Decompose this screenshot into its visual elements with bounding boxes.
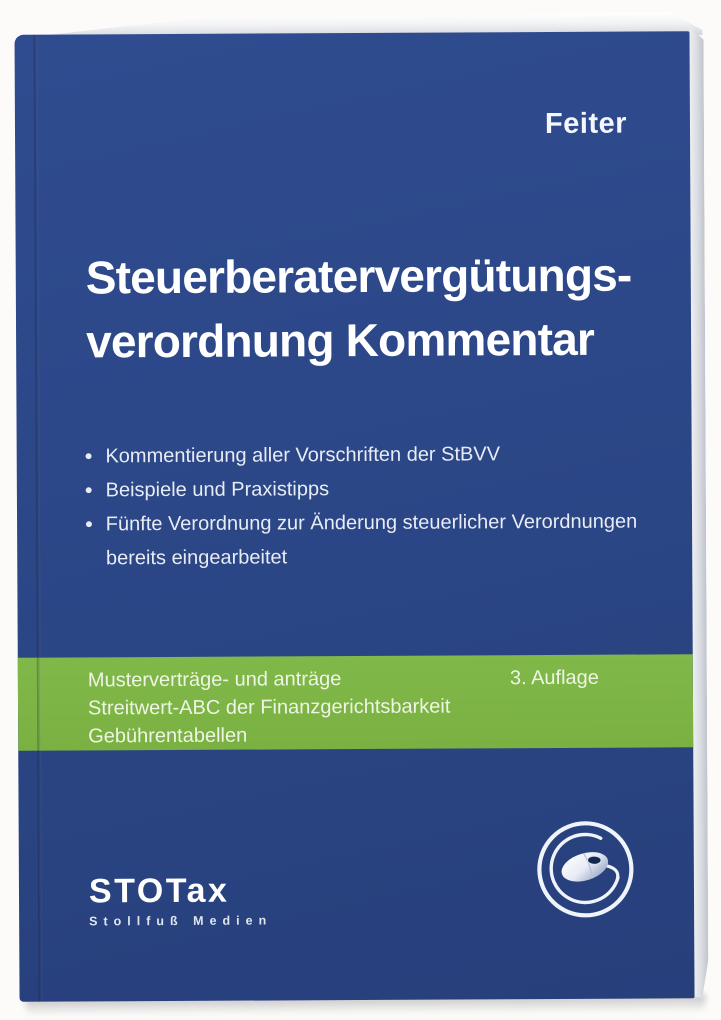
feature-text: • Beispiele und Praxistipps (105, 478, 330, 502)
title-line-2: verordnung Kommentar (85, 312, 595, 368)
feature-list (85, 437, 646, 576)
feature-list-item (85, 471, 645, 508)
green-band (18, 654, 693, 751)
band-item: Musterverträge- und anträge (87, 668, 342, 692)
band-item: Streitwert-ABC der Finanzgerichtsbarkeit (87, 695, 451, 720)
feature-text: • Kommentierung aller Vorschriften der StBVV (105, 443, 501, 468)
book (12, 10, 709, 1012)
computer-mouse-icon (533, 817, 639, 923)
author-name: Feiter (544, 107, 628, 141)
edition-label: 3. Auflage (509, 666, 599, 690)
publisher-brand: STOTax (88, 871, 230, 911)
mouse-emblem-svg (533, 817, 639, 923)
spine-crease (34, 35, 43, 1002)
feature-text: • Fünfte Verordnung zur Änderung steuerlicher Verordnungen bereits eingearbeitet (105, 510, 638, 570)
publisher-tagline: Stollfuß Medien (89, 913, 273, 929)
publisher-logo (89, 871, 272, 928)
feature-list-item (85, 505, 645, 576)
green-band-row (88, 664, 599, 695)
front-cover (15, 31, 695, 1002)
book-title (86, 243, 632, 374)
title-line-1: Steuerberatervergütungs- (85, 248, 632, 304)
feature-list-item (85, 437, 645, 474)
band-item: Gebührentabellen (88, 724, 248, 748)
